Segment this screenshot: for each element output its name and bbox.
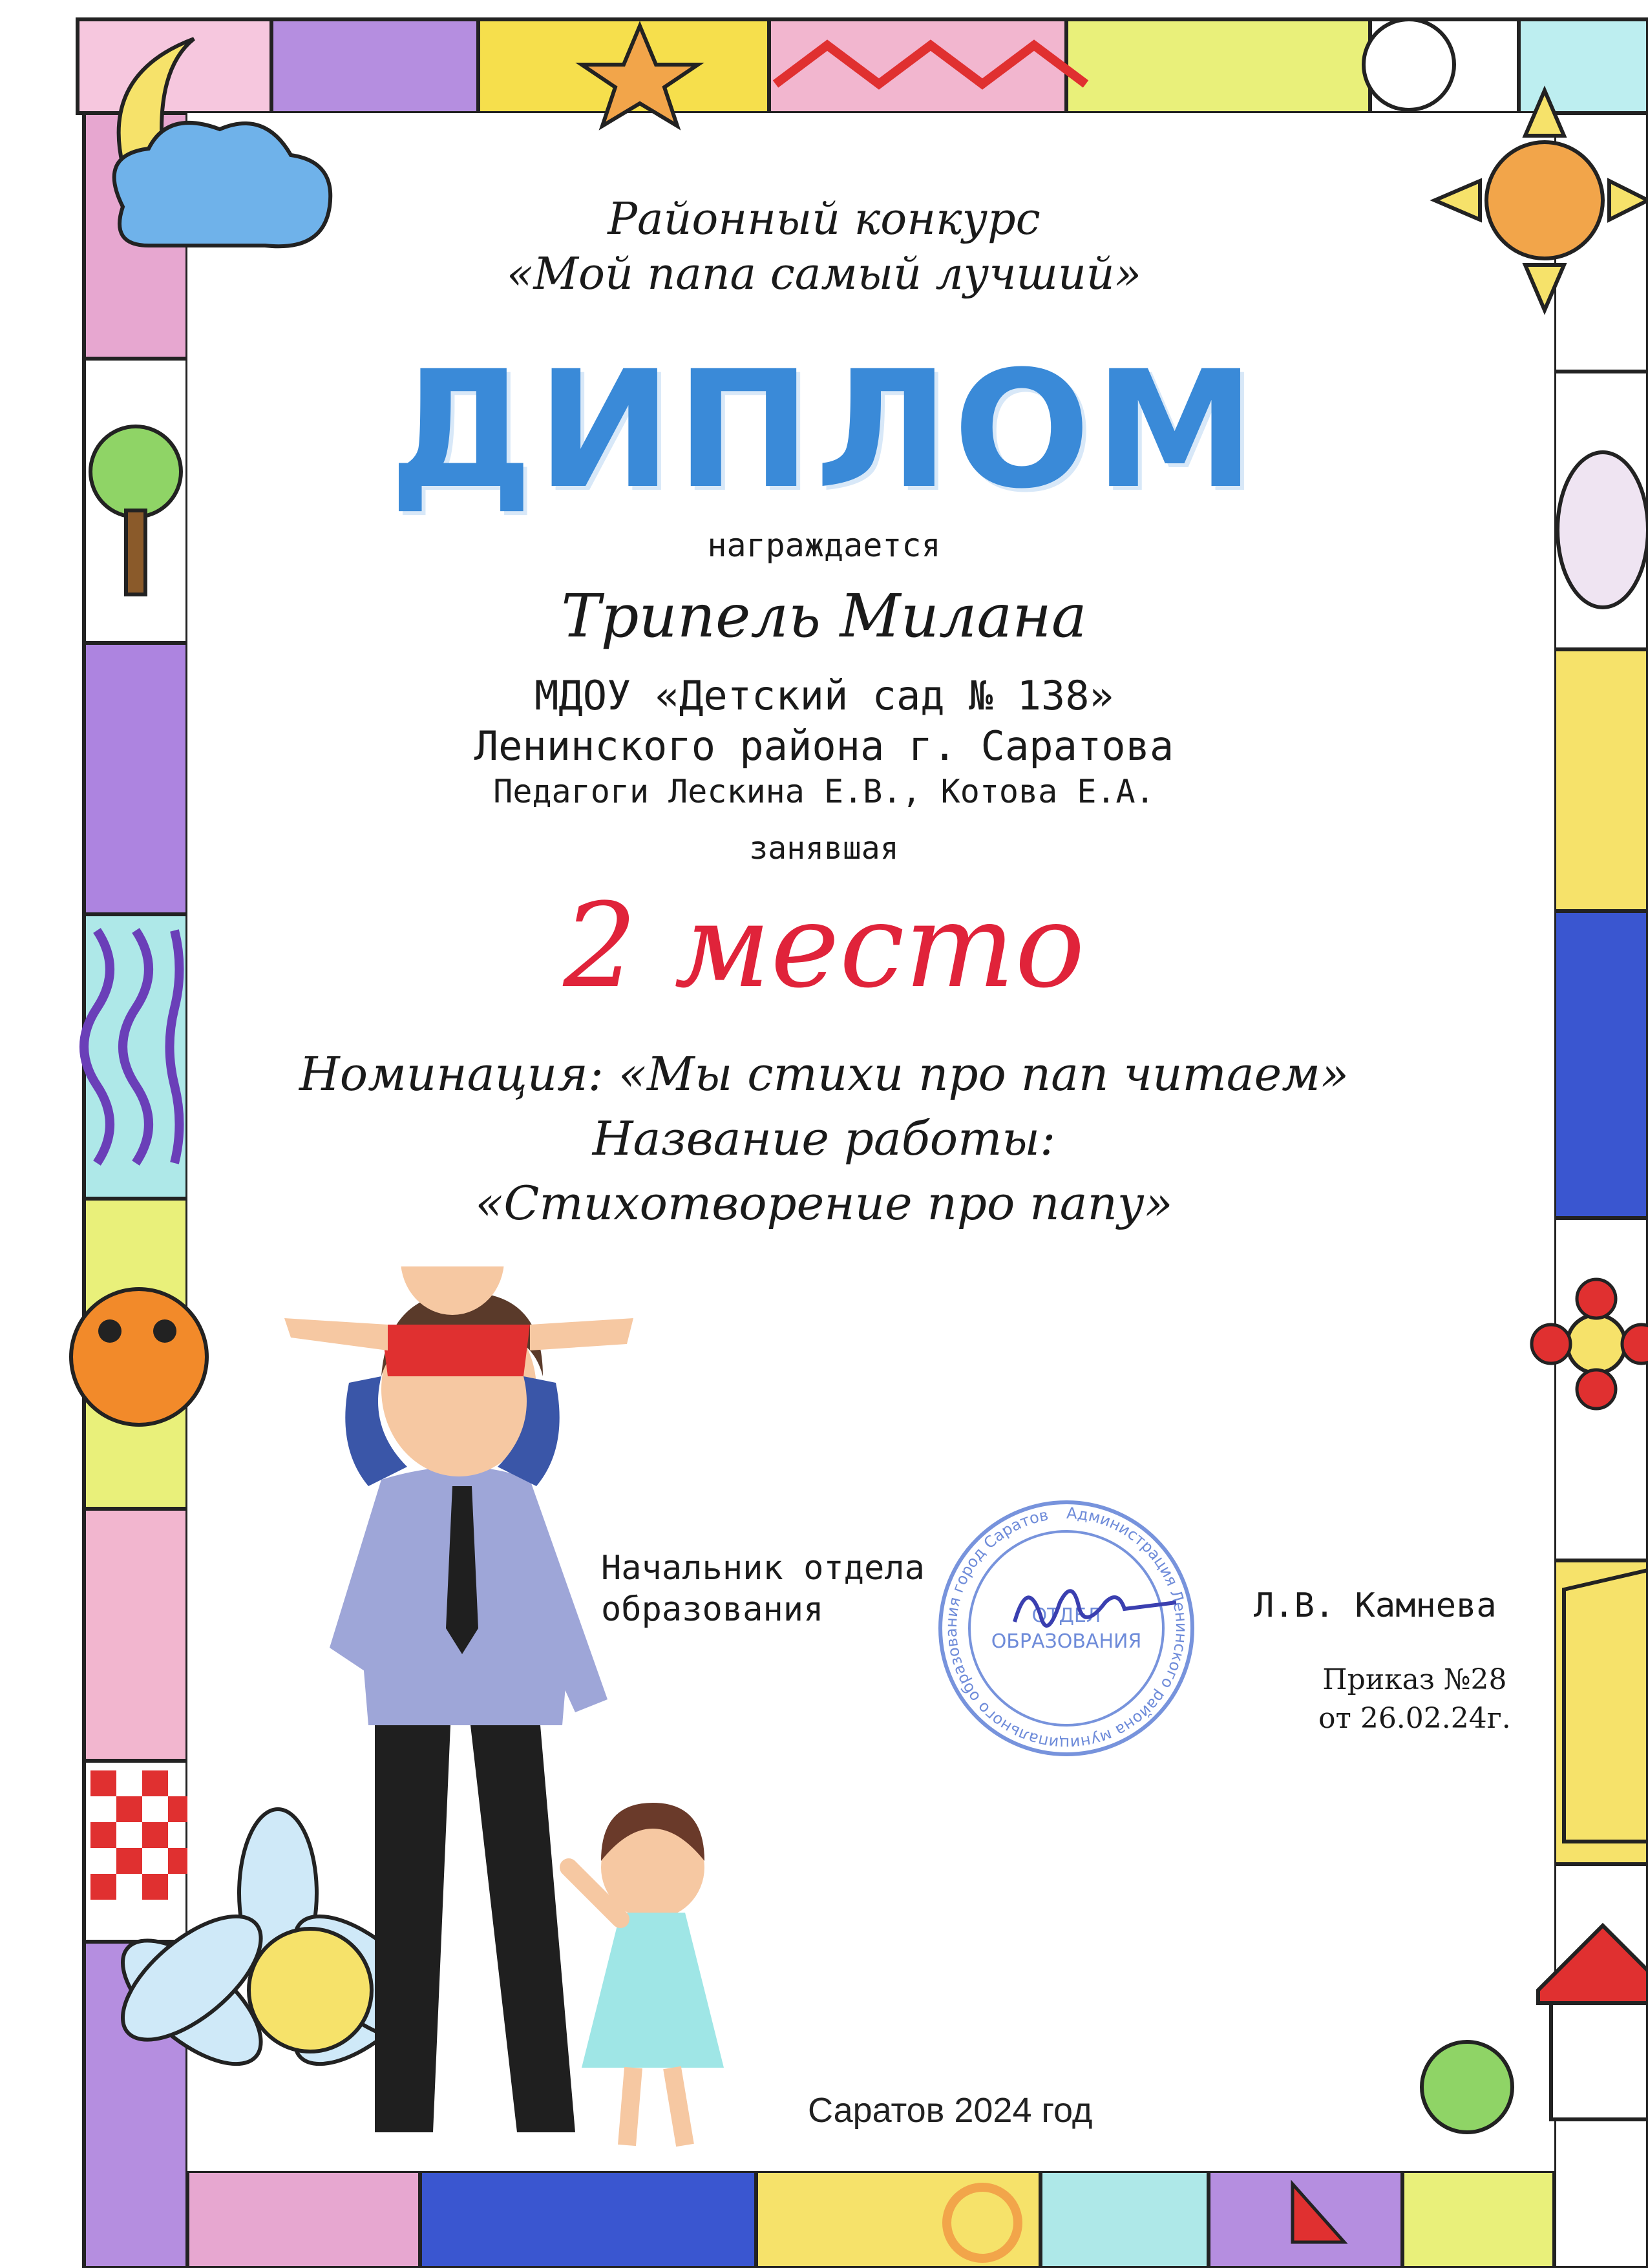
svg-text:Администрация Ленинского район: [942, 1504, 1190, 1752]
signer-position-line1: Начальник отдела: [601, 1549, 925, 1588]
order-reference: [1318, 1661, 1511, 1738]
signer-position-line2: образования: [601, 1590, 824, 1629]
signer-position: [601, 1548, 925, 1630]
order-date: от 26.02.24г.: [1318, 1702, 1511, 1735]
father-children-illustration: [271, 1266, 801, 2171]
city-year-footer: Саратов 2024 год: [808, 2091, 1093, 2130]
recipient-name: Трипель Милана: [561, 582, 1087, 651]
awarded-label: награждается: [707, 527, 941, 564]
teachers-line: Педагоги Лескина Е.В., Котова Е.А.: [493, 773, 1155, 810]
occupied-label: занявшая: [749, 830, 899, 866]
contest-title-line1: Районный конкурс: [607, 194, 1041, 245]
contest-title-line2: «Мой папа самый лучший»: [506, 249, 1142, 300]
nomination-line: Номинация: «Мы стихи про пап читаем»: [299, 1047, 1349, 1101]
work-title: «Стихотворение про папу»: [475, 1176, 1173, 1230]
institution-line1: МДОУ «Детский сад № 138»: [534, 672, 1114, 719]
official-stamp: [931, 1493, 1202, 1764]
order-number: Приказ №28: [1322, 1663, 1507, 1696]
stamp-ring-text: Администрация Ленинского района муниципального образования город Саратов: [942, 1504, 1190, 1753]
institution-line2: Ленинского района г. Саратова: [474, 722, 1174, 770]
signer-name: Л.В. Камнева: [1254, 1586, 1497, 1625]
stamp-center-line2: ОБРАЗОВАНИЯ: [991, 1630, 1142, 1653]
diploma-heading: ДИПЛОМ: [388, 336, 1260, 524]
stamp-center-line1: ОТДЕЛ: [1031, 1604, 1101, 1627]
work-title-label: Название работы:: [592, 1111, 1056, 1166]
place-award: 2 место: [563, 879, 1085, 1014]
